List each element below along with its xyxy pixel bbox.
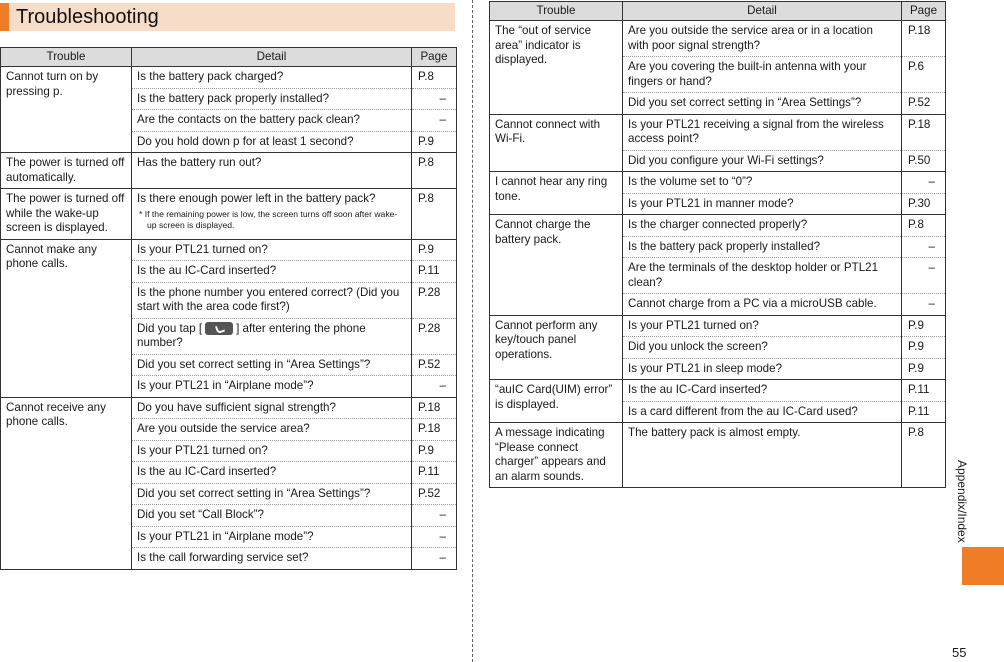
detail-cell [623,423,902,488]
detail-cell [132,88,412,110]
side-label-text: Appendix/Index [955,460,969,543]
detail-cell [623,215,902,237]
page-cell: P.11 [412,462,457,484]
detail-note [137,209,406,231]
detail-text: Is the phone number you entered correct? (Did you start with the area code first?) [137,285,400,313]
detail-cell [623,358,902,380]
title-accent-bar [0,3,9,31]
page-cell: – [412,110,457,132]
page-cell: P.8 [902,423,946,488]
page-title: Troubleshooting [16,6,159,28]
detail-cell [132,261,412,283]
trouble-cell: I cannot hear any ring tone. [490,172,623,215]
detail-cell [132,483,412,505]
page-cell: P.9 [902,315,946,337]
detail-text: Is the charger connected properly? [628,218,808,231]
page-cell: P.8 [412,153,457,189]
page-cell: P.52 [412,354,457,376]
detail-text: Did you set “Call Block”? [137,508,264,521]
page-cell: P.18 [902,114,946,150]
detail-cell [623,294,902,316]
detail-cell [132,505,412,527]
col-header-trouble: Trouble [1,48,132,67]
detail-text: Do you hold down p for at least 1 second? [137,134,354,148]
page-cell: – [412,376,457,398]
detail-text: Has the battery run out? [137,156,262,169]
section-title-bar [0,3,455,31]
detail-text: Is there enough power left in the battery pack? [137,192,376,205]
page-cell: P.9 [902,358,946,380]
detail-text: Do you have sufficient signal strength? [137,400,336,414]
detail-text: Did you set correct setting in “Area Settings”? [137,486,371,500]
trouble-cell: The “out of service area” indicator is displayed. [490,21,623,115]
detail-cell [132,376,412,398]
detail-text: Is the battery pack properly installed? [137,91,330,105]
detail-text: Did you configure your Wi-Fi settings? [628,153,824,167]
col-header-page: Page [902,2,946,21]
trouble-cell: “auIC Card(UIM) error” is displayed. [490,380,623,423]
detail-cell [132,239,412,261]
detail-cell [623,315,902,337]
trouble-cell: Cannot charge the battery pack. [490,215,623,316]
page-cell: P.28 [412,318,457,354]
page-cell: P.52 [902,93,946,115]
page-cell: P.28 [412,282,457,318]
table-row [1,239,457,261]
table-row [1,397,457,419]
detail-text: Did you unlock the screen? [628,340,768,353]
trouble-cell: The power is turned off while the wake-up screen is displayed. [1,189,132,240]
detail-text: Is your PTL21 in sleep mode? [628,361,783,375]
detail-cell [132,462,412,484]
page-cell: P.52 [412,483,457,505]
col-header-trouble: Trouble [490,2,623,21]
detail-text: Are you covering the built-in antenna with your fingers or hand? [628,60,867,88]
detail-cell [132,440,412,462]
detail-cell [132,189,412,240]
detail-cell [623,21,902,57]
page-cell: – [902,258,946,294]
detail-text: Is your PTL21 turned on? [137,242,268,256]
side-section-label [952,460,972,550]
detail-cell [623,172,902,194]
table-row [1,67,457,89]
trouble-cell: Cannot receive any phone calls. [1,397,132,569]
page-cell: P.9 [412,239,457,261]
page-cell: P.50 [902,150,946,172]
detail-text: Is your PTL21 turned on? [628,318,759,332]
detail-cell [623,193,902,215]
phone-icon [205,322,233,335]
detail-cell [132,131,412,153]
detail-text: Did you tap [ [137,321,203,335]
page-divider [472,0,473,662]
page-cell: P.9 [412,131,457,153]
page-cell: P.11 [902,380,946,402]
page-cell: – [412,505,457,527]
detail-text: Is your PTL21 receiving a signal from the wireless access point? [628,117,884,145]
troubleshooting-table-left [0,47,457,570]
detail-cell [132,397,412,419]
page-cell: – [902,172,946,194]
detail-cell [623,401,902,423]
detail-text: Are the contacts on the battery pack clean? [137,113,360,126]
trouble-cell: A message indicating “Please connect charger” appears and an alarm sounds. [490,423,623,488]
detail-cell [132,526,412,548]
page-cell: – [902,294,946,316]
page-cell: P.6 [902,57,946,93]
detail-cell [623,93,902,115]
note-bullet: * [139,208,145,219]
detail-cell [623,114,902,150]
page-cell: P.11 [902,401,946,423]
page-cell: P.9 [902,337,946,359]
detail-text: ] after entering the phone number? [137,321,366,349]
detail-text: Is the au IC-Card inserted? [628,383,768,396]
detail-text: Is your PTL21 in “Airplane mode”? [137,529,314,543]
page-cell: P.18 [412,419,457,441]
col-header-detail: Detail [623,2,902,21]
page-number: 55 [952,645,967,660]
detail-cell [132,318,412,354]
detail-text: Is your PTL21 in “Airplane mode”? [137,379,314,392]
trouble-cell: Cannot connect with Wi-Fi. [490,114,623,172]
detail-cell [623,258,902,294]
detail-cell [623,337,902,359]
detail-text: Are you outside the service area? [137,422,310,435]
detail-text: Is a card different from the au IC-Card used? [628,404,858,418]
page-cell: P.18 [902,21,946,57]
detail-text: Is the battery pack properly installed? [628,239,821,253]
page-cell: – [902,236,946,258]
col-header-page: Page [412,48,457,67]
detail-text: Are you outside the service area or in a location with poor signal strength? [628,24,873,52]
page-cell: P.9 [412,440,457,462]
note-text: If the remaining power is low, the screen turns off soon after wake-up screen is displayed. [144,208,398,230]
detail-text: Is the volume set to “0”? [628,175,753,188]
table-row [490,215,946,237]
table-row [490,21,946,57]
detail-text: Did you set correct setting in “Area Settings”? [628,96,862,109]
detail-text: Is your PTL21 in manner mode? [628,196,794,210]
trouble-cell: The power is turned off automatically. [1,153,132,189]
page-cell: P.8 [902,215,946,237]
trouble-cell: Cannot turn on by pressing p. [1,67,132,153]
detail-text: The battery pack is almost empty. [628,426,801,439]
page-cell: – [412,526,457,548]
col-header-detail: Detail [132,48,412,67]
detail-cell [132,354,412,376]
trouble-cell: Cannot make any phone calls. [1,239,132,397]
troubleshooting-table-right [489,1,946,488]
detail-cell [132,153,412,189]
page-cell: P.8 [412,67,457,89]
detail-cell [623,57,902,93]
detail-text: Are the terminals of the desktop holder or PTL21 clean? [628,261,879,289]
detail-cell [132,419,412,441]
page-cell: P.11 [412,261,457,283]
page-cell: – [412,548,457,570]
detail-cell [623,150,902,172]
detail-text: Did you set correct setting in “Area Settings”? [137,357,371,371]
table-row [1,153,457,189]
detail-cell [132,67,412,89]
detail-cell [132,282,412,318]
page-cell: P.18 [412,397,457,419]
detail-cell [132,110,412,132]
detail-text: Is your PTL21 turned on? [137,443,268,457]
detail-cell [623,380,902,402]
detail-text: Is the battery pack charged? [137,70,284,83]
detail-cell [132,548,412,570]
table-row [490,114,946,150]
section-tab [962,547,1004,585]
page-cell: P.8 [412,189,457,240]
page-cell: – [412,88,457,110]
table-row [490,315,946,337]
detail-text: Is the call forwarding service set? [137,551,309,564]
page-cell: P.30 [902,193,946,215]
trouble-cell: Cannot perform any key/touch panel operations. [490,315,623,380]
detail-cell [623,236,902,258]
detail-text: Is the au IC-Card inserted? [137,264,277,277]
table-row [490,380,946,402]
table-row [490,423,946,488]
detail-text: Is the au IC-Card inserted? [137,465,277,478]
table-row [1,189,457,240]
table-row [490,172,946,194]
detail-text: Cannot charge from a PC via a microUSB cable. [628,297,877,310]
